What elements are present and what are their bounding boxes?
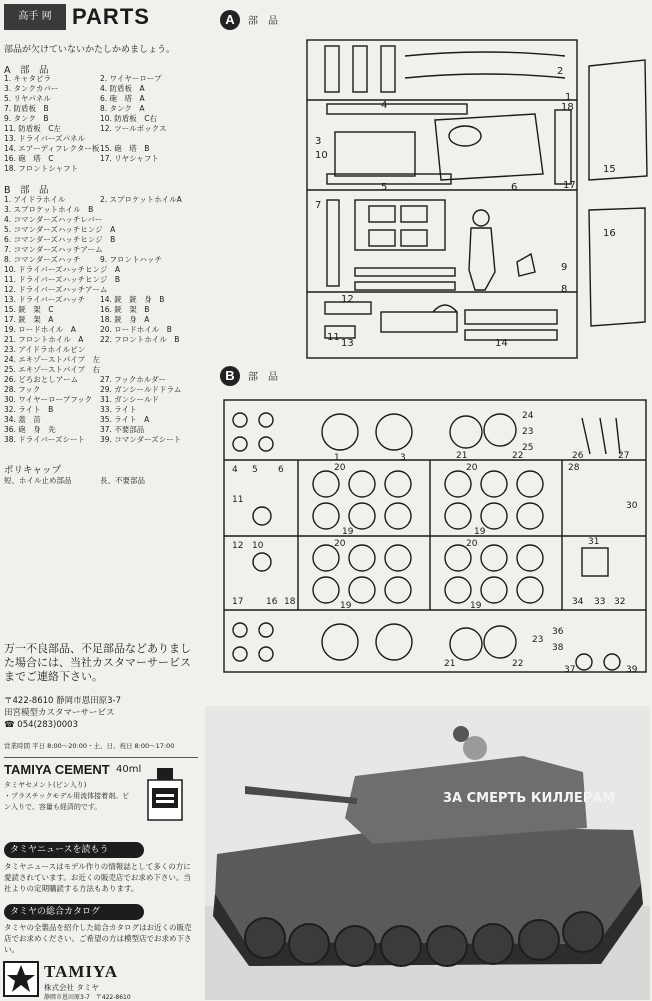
brand-name: TAMIYA (44, 962, 119, 981)
part-row (4, 124, 198, 134)
part-row (4, 94, 198, 104)
part-name: 15. 銃 架 C (4, 305, 54, 314)
address-line: 〒422-8610 静岡市恩田原3-7 (4, 696, 122, 706)
part-row (4, 195, 198, 205)
sheet-a-heading (220, 10, 278, 30)
part-name: 37. 不要部品 (100, 425, 145, 434)
part-name: 17. 銃 架 A (4, 315, 54, 324)
polycap-short: 短、ホイル止め部品 (4, 476, 72, 485)
sheet-a-letter: A (220, 10, 240, 30)
part-name: 2. ワイヤーロープ (100, 74, 162, 83)
svg-text:36: 36 (552, 627, 564, 637)
page-title: PARTS (72, 4, 150, 29)
tamiya-news-text: タミヤニュースはモデル作りの情報誌として多くの方に愛読されています。お近くの販売店でお求め下さい。当社よりの定期購読する方法もあります。 (4, 862, 191, 893)
assembled-tank-photo (205, 706, 650, 1000)
svg-text:30: 30 (626, 501, 638, 511)
part-name: 36. 砲 身 先 (4, 425, 56, 434)
part-name: 35. ライト A (100, 415, 150, 424)
catalog-text: タミヤの全製品を紹介した総合カタログはお近くの販売店でお求めください。ご希望の方は模型店でお求め下さい。 (4, 923, 192, 954)
part-name: 21. フロントホイル A (4, 335, 84, 344)
svg-text:19: 19 (470, 601, 482, 611)
part-name: 14. 銃 銃 身 B (100, 295, 165, 304)
svg-text:28: 28 (568, 463, 580, 473)
part-name: 31. ガンシールド (100, 395, 159, 404)
part-row (4, 335, 198, 345)
part-row (4, 134, 198, 144)
svg-text:3: 3 (315, 136, 322, 147)
svg-text:15: 15 (603, 164, 616, 175)
part-name: 25. エキゾーストパイプ 右 (4, 365, 101, 374)
cement-volume: 40ml (116, 764, 142, 775)
part-row (4, 405, 198, 415)
svg-text:12: 12 (232, 541, 244, 551)
svg-text:1: 1 (565, 92, 572, 103)
parts-header (2, 4, 198, 30)
section-a-label: A 部 品 (4, 65, 49, 76)
part-row (4, 295, 198, 305)
svg-text:23: 23 (522, 427, 534, 437)
svg-text:20: 20 (466, 463, 478, 473)
part-name: 39. コマンダーズシート (100, 435, 182, 444)
part-row (4, 285, 198, 295)
brand-address: 静岡市恩田原3-7 〒422-8610 (44, 994, 131, 1001)
cement-bottle-icon (144, 766, 186, 822)
svg-text:16: 16 (603, 228, 616, 239)
part-row (4, 315, 198, 325)
svg-text:13: 13 (341, 338, 354, 349)
brand-company: 株式会社 タミヤ (44, 983, 99, 992)
part-row (4, 425, 198, 435)
svg-text:19: 19 (474, 527, 486, 537)
part-name: 26. どろおとしアーム (4, 375, 79, 384)
sheet-a-title: 部 品 (248, 16, 278, 27)
part-name: 1. キャタピラ (4, 74, 52, 83)
part-name: 2. スプロケットホイルA (100, 195, 182, 204)
part-name: 7. 防盾板 B (4, 104, 49, 113)
svg-text:4: 4 (381, 100, 388, 111)
svg-text:16: 16 (266, 597, 278, 607)
svg-text:5: 5 (252, 465, 258, 475)
tamiya-news-label: タミヤニュースを読もう (4, 842, 144, 858)
part-row (4, 235, 198, 245)
part-name: 7. コマンダーズハッチアーム (4, 245, 103, 254)
svg-text:22: 22 (512, 659, 524, 669)
part-name: 5. コマンダーズハッチヒンジ A (4, 225, 116, 234)
brand-footer (4, 960, 198, 1000)
business-hours: 営業時間 平日 8:00～20:00・土、日、祝日 8:00～17:00 (4, 742, 175, 750)
svg-text:2: 2 (557, 66, 564, 77)
part-row (4, 84, 198, 94)
svg-text:20: 20 (334, 539, 346, 549)
part-name: 23. アイドラホイルピン (4, 345, 86, 354)
part-name: 13. ドライバーズハッチ (4, 295, 86, 304)
part-name: 1. アイドラホイル (4, 195, 66, 204)
part-name: 28. フック (4, 385, 41, 394)
part-name: 24. エキゾーストパイプ 左 (4, 355, 101, 364)
part-name: 6. コマンダーズハッチヒンジ B (4, 235, 116, 244)
svg-text:32: 32 (614, 597, 626, 607)
svg-text:38: 38 (552, 643, 564, 653)
part-name: 15. 砲 塔 B (100, 144, 150, 153)
part-row (4, 265, 198, 275)
svg-text:24: 24 (522, 411, 534, 421)
svg-text:39: 39 (626, 665, 638, 675)
part-row (4, 144, 198, 154)
sheet-b-title: 部 品 (248, 372, 278, 383)
part-name: 3. タンクカバー (4, 84, 59, 93)
sprue-b-diagram (222, 398, 648, 678)
cement-subtitle: タミヤセメント(ビン入り) (4, 781, 87, 789)
part-row (4, 375, 198, 385)
part-row (4, 395, 198, 405)
svg-text:17: 17 (563, 180, 576, 191)
part-name: 29. ガンシールドドラム (100, 385, 182, 394)
cement-title: TAMIYA CEMENT (4, 762, 110, 777)
svg-text:37: 37 (564, 665, 576, 675)
part-name: 33. ライト (100, 405, 137, 414)
part-name: 6. 砲 塔 A (100, 94, 145, 103)
phone-number: ☎ 054(283)0003 (4, 720, 79, 730)
part-row (4, 275, 198, 285)
part-name: 20. ロードホイル B (100, 325, 172, 334)
svg-text:4: 4 (232, 465, 238, 475)
part-name: 16. 砲 塔 C (4, 154, 54, 163)
part-row (4, 255, 198, 265)
section-a-list (4, 74, 198, 174)
part-row (4, 154, 198, 164)
svg-text:9: 9 (561, 262, 568, 273)
customer-note: 万一不良部品、不足部品などありました場合には、当社カスタマーサービスまでご連絡下さい。 (4, 642, 191, 683)
part-row (4, 245, 198, 255)
svg-text:19: 19 (342, 527, 354, 537)
part-name: 12. ツールボックス (100, 124, 167, 133)
part-row (4, 325, 198, 335)
catalog-label: タミヤの総合カタログ (4, 904, 144, 920)
part-name: 17. リヤシャフト (100, 154, 159, 163)
part-row (4, 385, 198, 395)
part-name: 38. ドライバーズシート (4, 435, 86, 444)
part-row (4, 164, 198, 174)
part-row (4, 435, 198, 445)
part-name: 4. コマンダーズハッチレバー (4, 215, 103, 224)
part-name: 10. 防盾板 C右 (100, 114, 158, 123)
part-row (4, 345, 198, 355)
part-name: 10. ドライバーズハッチヒンジ A (4, 265, 121, 274)
svg-text:17: 17 (232, 597, 244, 607)
part-row (4, 365, 198, 375)
part-name: 8. タンク A (100, 104, 145, 113)
part-row (4, 104, 198, 114)
part-name: 11. ドライバーズハッチヒンジ B (4, 275, 121, 284)
svg-text:3: 3 (400, 453, 406, 463)
parts-list-column (0, 0, 200, 1000)
part-name: 30. ワイヤーロープフック (4, 395, 93, 404)
part-name: 16. 銃 架 B (100, 305, 150, 314)
part-name: 9. タンク B (4, 114, 49, 123)
svg-text:1: 1 (334, 453, 340, 463)
part-row (4, 205, 198, 215)
sheet-b-heading (220, 366, 278, 386)
svg-text:20: 20 (466, 539, 478, 549)
part-name: 11. 防盾板 C左 (4, 124, 62, 133)
cement-desc: ・プラスチックモデル用流体接着剤。ビン入りで、容量も経済的です。 (4, 792, 130, 811)
svg-text:31: 31 (588, 537, 600, 547)
svg-text:23: 23 (532, 635, 544, 645)
part-row (4, 415, 198, 425)
svg-text:19: 19 (340, 601, 352, 611)
part-name: 18. 銃 身 A (100, 315, 150, 324)
svg-text:10: 10 (252, 541, 264, 551)
svg-text:27: 27 (618, 451, 630, 461)
part-name: 9. フロントハッチ (100, 255, 162, 264)
site-logo: 高手 网 (4, 4, 66, 30)
sheet-b-letter: B (220, 366, 240, 386)
polycap-label: ポリキャップ (4, 465, 62, 476)
part-row (4, 225, 198, 235)
part-row (4, 215, 198, 225)
part-row (4, 355, 198, 365)
section-b-list (4, 195, 198, 445)
cement-description (4, 780, 134, 813)
part-name: 4. 防盾板 A (100, 84, 145, 93)
part-row (4, 74, 198, 84)
svg-text:6: 6 (511, 182, 518, 193)
svg-text:6: 6 (278, 465, 284, 475)
svg-text:18: 18 (284, 597, 296, 607)
polycap-list (4, 476, 198, 486)
svg-text:20: 20 (334, 463, 346, 473)
svg-text:5: 5 (381, 182, 388, 193)
part-name: 22. フロントホイル B (100, 335, 180, 344)
svg-text:21: 21 (456, 451, 468, 461)
part-row (4, 114, 198, 124)
tamiya-star-logo-icon (4, 962, 38, 996)
part-name: 27. フックホルダー (100, 375, 166, 384)
service-name: 田宮模型カスタマーサービス (4, 708, 115, 718)
svg-text:26: 26 (572, 451, 584, 461)
part-name: 32. ライト B (4, 405, 54, 414)
svg-text:25: 25 (522, 443, 534, 453)
cement-ad (4, 757, 198, 830)
svg-text:11: 11 (327, 332, 340, 343)
part-name: 14. エアーディフレクター板 (4, 144, 100, 153)
turret-slogan: 3А СМЕРТЬ КИЛЛЕРАМ (443, 791, 616, 806)
part-name: 8. コマンダーズハッチ (4, 255, 81, 264)
intro-text: 部品が欠けていないかたしかめましょう。 (4, 45, 176, 55)
svg-text:22: 22 (512, 451, 524, 461)
svg-text:7: 7 (315, 200, 322, 211)
section-b-label: B 部 品 (4, 185, 49, 196)
svg-text:14: 14 (495, 338, 508, 349)
svg-text:8: 8 (561, 284, 568, 295)
svg-text:34: 34 (572, 597, 584, 607)
part-name: 13. ドライバーズパネル (4, 134, 86, 143)
part-name: 12. ドライバーズハッチアーム (4, 285, 108, 294)
svg-text:11: 11 (232, 495, 244, 505)
customer-address (4, 695, 198, 731)
polycap-long: 長、不要部品 (100, 476, 145, 485)
part-row (4, 305, 198, 315)
part-name: 34. 蓋 苗 (4, 415, 41, 424)
svg-text:33: 33 (594, 597, 606, 607)
svg-text:12: 12 (341, 294, 354, 305)
svg-text:18: 18 (561, 102, 574, 113)
part-name: 19. ロードホイル A (4, 325, 76, 334)
svg-text:21: 21 (444, 659, 456, 669)
sprue-a-diagram (305, 40, 650, 360)
part-name: 5. リヤパネル (4, 94, 51, 103)
part-name: 18. フロントシャフト (4, 164, 79, 173)
svg-text:10: 10 (315, 150, 328, 161)
part-name: 3. スプロケットホイル B (4, 205, 94, 214)
